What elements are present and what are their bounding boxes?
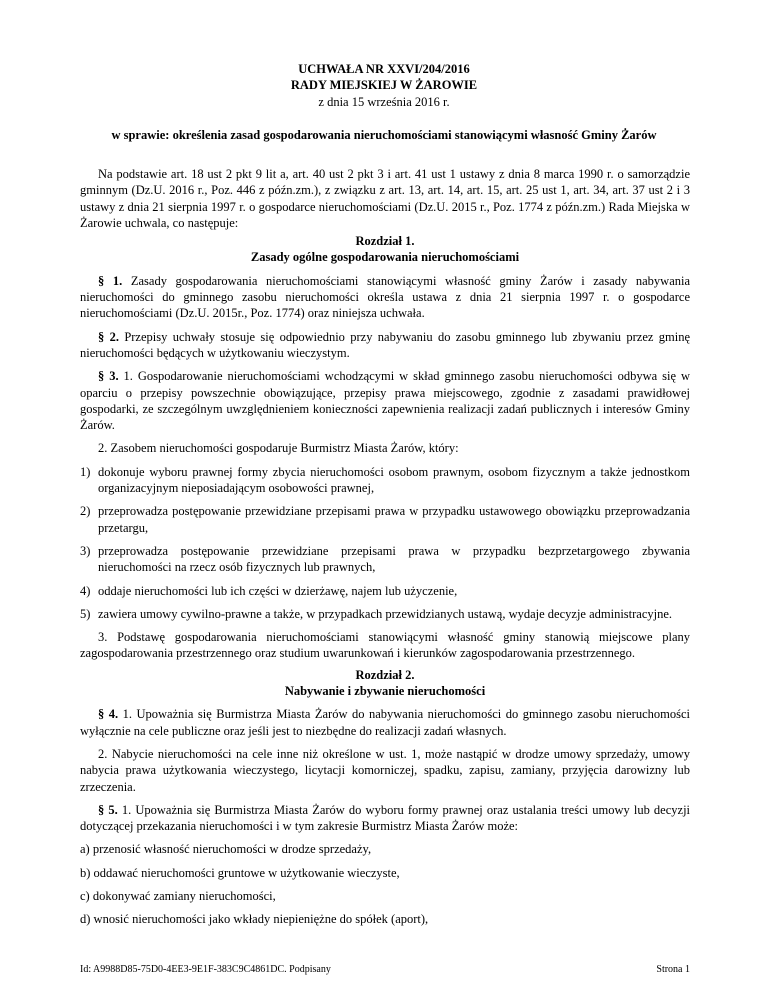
paragraph-3-3: 3. Podstawę gospodarowania nieruchomościami stanowiącymi własność gminy stanowią miejscowe plany zagospodarowania przestrzennego oraz studium uwarunkowań i kierunków zagospodarowania przestrzennego. [80, 630, 690, 661]
chapter-1-title: Zasady ogólne gospodarowania nieruchomościami [250, 250, 520, 265]
section-mark: § 5. [98, 802, 118, 817]
paragraph-2 [80, 329, 690, 362]
resolution-date: z dnia 15 września 2016 r. [318, 95, 450, 109]
list-item [80, 543, 690, 576]
section-mark: § 3. [98, 369, 119, 384]
list-text: przeprowadza postępowanie przewidziane przepisami prawa w przypadku bezprzetargowego zbywania nieruchomości na rzecz osób fizycznych lub prawnych, [98, 543, 690, 575]
chapter-1-label: Rozdział 1. [355, 234, 415, 249]
list-text: przeprowadza postępowanie przewidziane przepisami prawa w przypadku ustawowego obowiązku przeprowadzania przetargu, [98, 504, 690, 535]
list-item: c) dokonywać zamiany nieruchomości, [80, 888, 276, 903]
resolution-number: UCHWAŁA NR XXVI/204/2016 [298, 62, 470, 76]
preamble: Na podstawie art. 18 ust 2 pkt 9 lit a, art. 40 ust 2 pkt 3 i art. 41 ust 1 ustawy z dnia 8 marca 1990 r. o samorządzie gminnym (Dz.U. 2016 r., Poz. 446 z późn.zm.), z związku z art. 13, art. 14, art. 15, art. 25 ust 1, art. 34, art. 37 ust 2 i 3 ustawy z dnia 21 sierpnia 1997 r. o gospodarce nieruchomościami (Dz.U. 2015 r., Poz. 1774 z późn.zm.) Rada Miejska w Żarowie uchwala, co następuje: [80, 167, 690, 230]
list-number: 2) [80, 504, 91, 519]
paragraph-5 [80, 802, 690, 835]
list-item: a) przenosić własność nieruchomości w drodze sprzedaży, [80, 842, 372, 857]
list-item: d) wnosić nieruchomości jako wkłady niepieniężne do spółek (aport), [80, 912, 429, 927]
list-item [80, 464, 690, 497]
paragraph-text: 1. Upoważnia się Burmistrza Miasta Żarów do wyboru formy prawnej oraz ustalania treści umowy lub decyzji dotyczącej przekazania nieruchomości i w tym zakresie Burmistrz Miasta Żarów może: [80, 802, 691, 834]
paragraph-text: Zasady gospodarowania nieruchomościami stanowiącymi własność gminy Żarów i zasady nabywania nieruchomości do gminnego zasobu nieruchomości określa ustawa z dnia 21 sierpnia 1997 r. o gospodarce nieruchomościami (Dz.U. 2015r., Poz. 1774) oraz niniejsza uchwała. [80, 273, 691, 321]
list-number: 5) [80, 606, 91, 621]
chapter-2-label: Rozdział 2. [355, 667, 415, 682]
section-mark: § 4. [98, 707, 119, 722]
document-id: Id: A9988D85-75D0-4EE3-9E1F-383C9C4861DC. Podpisany [80, 964, 331, 975]
list-item [80, 606, 690, 622]
section-mark: § 2. [98, 329, 119, 344]
paragraph-text: 1. Upoważnia się Burmistrza Miasta Żarów do nabywania nieruchomości do gminnego zasobu nieruchomości wyłącznie na cele publiczne oraz jeśli jest to niezbędne do realizacji zadań własnych. [80, 707, 690, 738]
paragraph-4-2: 2. Nabycie nieruchomości na cele inne niż określone w ust. 1, może nastąpić w drodze umowy sprzedaży, umowy nabycia prawa użytkowania wieczystego, licytacji komorniczej, spadku, zapisu, zamiany, przyjęcia darowizny lub zrzeczenia. [80, 746, 690, 794]
list-text: dokonuje wyboru prawnej formy zbycia nieruchomości osobom prawnym, osobom fizycznym a także jednostkom organizacyjnym nieposiadającym osobowości prawnej, [98, 464, 690, 496]
paragraph-text: Przepisy uchwały stosuje się odpowiednio przy nabywaniu do zasobu gminnego lub zbywaniu przez gminę nieruchomości będących w użytkowaniu wieczystym. [80, 329, 691, 360]
paragraph-3-2: 2. Zasobem nieruchomości gospodaruje Burmistrz Miasta Żarów, który: [98, 441, 459, 456]
paragraph-4 [80, 706, 690, 739]
list-text: zawiera umowy cywilno-prawne a także, w przypadkach przewidzianych ustawą, wydaje decyzje administracyjne. [98, 606, 673, 621]
list-number: 3) [80, 543, 91, 558]
list-number: 4) [80, 583, 91, 598]
list-item [80, 503, 690, 536]
list-number: 1) [80, 464, 91, 479]
paragraph-1 [80, 273, 690, 322]
list-item [80, 583, 690, 599]
document-body [80, 166, 690, 935]
list-text: oddaje nieruchomości lub ich części w dzierżawę, najem lub użyczenie, [98, 583, 458, 598]
list-item: b) oddawać nieruchomości gruntowe w użytkowanie wieczyste, [80, 865, 400, 880]
chapter-2-title: Nabywanie i zbywanie nieruchomości [284, 684, 486, 699]
resolution-subject: w sprawie: określenia zasad gospodarowania nieruchomościami stanowiącymi własność Gminy Żarów [111, 128, 657, 142]
section-mark: § 1. [98, 273, 123, 288]
paragraph-text: 1. Gospodarowanie nieruchomościami wchodzącymi w skład gminnego zasobu nieruchomości odbywa się w oparciu o przepisy powszechnie obowiązujące, przepisy prawa miejscowego, zgodnie z zasadami prawidłowej gospodarki, ze szczególnym uwzględnieniem konieczności zapewnienia realizacji zadań publicznych i interesów Gminy Żarów. [80, 369, 690, 433]
paragraph-3 [80, 368, 690, 433]
page-number: Strona 1 [656, 964, 690, 975]
council-name: RADY MIEJSKIEJ W ŻAROWIE [290, 78, 478, 92]
